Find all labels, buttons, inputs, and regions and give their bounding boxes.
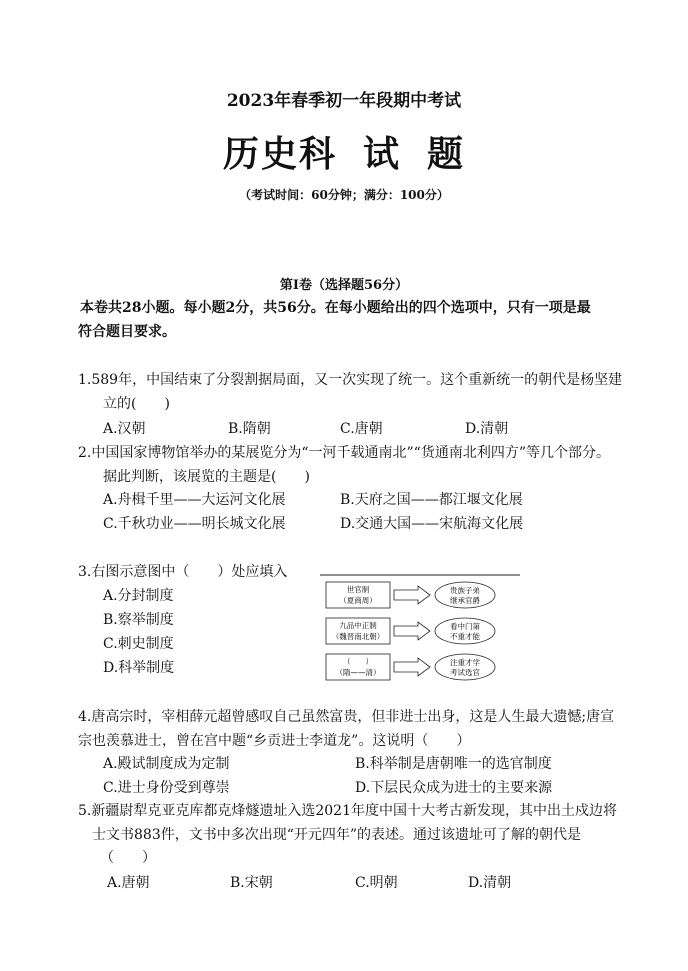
section-instructions-line2: 符合题目要求。 <box>78 324 176 340</box>
diagram-row-2 <box>326 618 495 644</box>
question-2-option-d: D.交通大国——宋航海文化展 <box>340 516 524 532</box>
question-5-option-a: A.唐朝 <box>107 875 150 891</box>
question-4-option-b: B.科举制是唐朝唯一的选官制度 <box>355 756 552 772</box>
question-2-option-b: B.天府之国——都江堰文化展 <box>340 492 523 508</box>
question-1-option-d: D.清朝 <box>465 421 509 437</box>
diagram-left-1-line2: （夏商周） <box>339 596 377 605</box>
question-2-option-a: A.舟楫千里——大运河文化展 <box>103 492 286 508</box>
question-5-text-line2: 士文书883件，文书中多次出现“开元四年”的表述。通过该遗址可了解的朝代是 <box>92 827 582 843</box>
title-part-3: 题 <box>427 133 466 175</box>
question-4-option-a: A.殿试制度成为定制 <box>103 756 230 772</box>
exam-header: 2023年春季初一年段期中考试 <box>226 91 462 111</box>
question-1-text-line1: 1.589年，中国结束了分裂割据局面，又一次实现了统一。这个重新统一的朝代是杨坚建 <box>78 372 623 388</box>
exam-info: （考试时间：60分钟；满分：100分） <box>239 188 449 202</box>
question-3-option-c: C.刺史制度 <box>103 636 174 652</box>
diagram-right-2-line1: 看中门第 <box>450 622 480 631</box>
diagram-right-3-line2: 考试选官 <box>450 668 480 677</box>
question-5-option-b: B.宋朝 <box>230 875 273 891</box>
section-instructions-line1: 本卷共28小题。每小题2分，共56分。在每小题给出的四个选项中，只有一项是最 <box>80 300 591 316</box>
section-title: 第Ⅰ卷（选择题56分） <box>279 278 409 293</box>
question-5-option-d: D.清朝 <box>468 875 512 891</box>
question-1-option-a: A.汉朝 <box>103 421 146 437</box>
diagram-right-3-line1: 注重才学 <box>450 658 480 667</box>
diagram-arrow-2 <box>394 622 430 640</box>
question-3-diagram <box>320 574 520 688</box>
question-3-option-d: D.科举制度 <box>103 660 175 676</box>
title-part-2: 试 <box>362 133 401 175</box>
diagram-row-1 <box>326 582 495 608</box>
question-1-option-c: C.唐朝 <box>340 421 383 437</box>
diagram-right-1-line2: 继承官爵 <box>450 596 480 605</box>
question-2-text-line2: 据此判断，该展览的主题是( ) <box>103 469 310 485</box>
diagram-left-3-line2: （隋——清） <box>335 668 381 677</box>
diagram-left-1-line1: 世官制 <box>346 585 370 594</box>
question-4-option-c: C.进士身份受到尊崇 <box>103 780 230 796</box>
diagram-right-1-line1: 贵族子弟 <box>450 586 480 595</box>
diagram-left-2-line2: （魏晋南北朝） <box>331 632 385 641</box>
question-3-option-a: A.分封制度 <box>103 588 174 604</box>
diagram-left-3-line1: （ ） <box>343 657 373 666</box>
question-5-text-line1: 5.新疆尉犁克亚克库都克烽燧遗址入选2021年度中国十大考古新发现，其中出土戍边将 <box>78 803 617 819</box>
diagram-arrow-3 <box>394 658 430 676</box>
question-4-text-line1: 4.唐高宗时，宰相薛元超曾感叹自己虽然富贵，但非进士出身，这是人生最大遗憾;唐宣 <box>78 709 615 725</box>
question-2-text-line1: 2.中国国家博物馆举办的某展览分为“一河千载通南北”“货通南北利四方”等几个部分。 <box>78 445 610 461</box>
diagram-right-2-line2: 不重才能 <box>450 632 480 641</box>
question-5-option-c: C.明朝 <box>355 875 398 891</box>
question-4-option-d: D.下层民众成为进士的主要来源 <box>355 780 553 796</box>
document-title <box>0 126 688 177</box>
question-1-option-b: B.隋朝 <box>228 421 271 437</box>
question-4-text-line2: 宗也羡慕进士，曾在宫中题“乡贡进士李道龙”。这说明（ ） <box>78 733 471 749</box>
diagram-left-2-line1: 九品中正制 <box>339 621 377 630</box>
question-5-text-line3: （ ） <box>100 850 156 866</box>
diagram-row-3 <box>326 654 495 680</box>
title-part-1: 历史科 <box>222 133 337 175</box>
question-1-text-line2: 立的( ) <box>103 396 170 412</box>
diagram-arrow-1 <box>394 586 430 604</box>
question-3-text: 3.右图示意图中（ ）处应填入 <box>78 564 288 580</box>
question-3-option-b: B.察举制度 <box>103 612 174 628</box>
question-2-option-c: C.千秋功业——明长城文化展 <box>103 516 286 532</box>
